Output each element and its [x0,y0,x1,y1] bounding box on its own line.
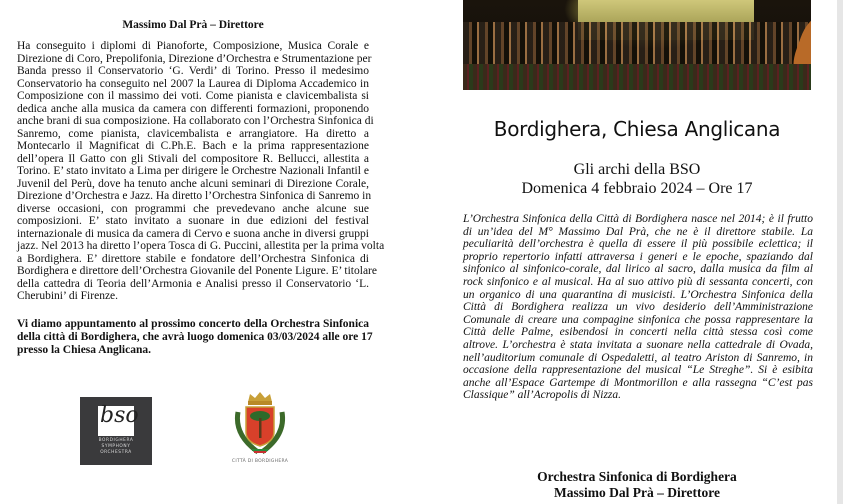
director-bio [17,40,385,303]
bio-line: Torino. E’ stato invitato a Lima per dirigere le Orchestre Nazionali Infantil e [17,165,369,177]
description-line: peculiarità dell’orchestra è quella di essere il più possibile eclettica; il [463,238,813,251]
description-line: altrove. L’orchestra è stata invitata a suonare nella cattedrale di Ovada, [463,338,813,351]
bio-line: Cherubini’ di Firenze. [17,290,119,302]
announcement-line: presso la Chiesa Anglicana. [17,343,151,356]
bio-line: della cattedra di Teoria dell’Armonia e Analisi presso il Conservatorio ‘L. [17,277,369,290]
footer-director: Massimo Dal Prà – Direttore [554,485,720,500]
orchestra-description [463,213,813,402]
scrollbar[interactable] [837,0,843,504]
bio-line: Conservatorio ha conseguito nel 2007 la Laurea di Diploma Accademico in [17,77,369,90]
bio-line: jazz. Nel 2013 ha diretto l’opera Tosca di G. Puccini, allestita per la prima volta [17,240,385,252]
description-line: nell’auditorium comunale di Ospedaletti, al teatro Ariston di Sanremo, in [463,351,813,364]
next-concert-announcement [17,318,373,356]
description-line: Città di Bordighera realizza un vivo desiderio dell’Amministrazione [463,301,813,314]
description-line: Classique” all’Acropolis di Nizza. [463,389,622,402]
orchestra-photo [463,0,811,90]
bso-logo-line: ORCHESTRA [100,450,132,455]
coat-of-arms-icon [228,390,292,458]
description-line: un organico di una quarantina di musicisti. L’Orchestra Sinfonica della [463,288,813,301]
bio-line: Montecarlo il Magnificat di C.Ph.E. Bach e la prima rappresentazione [17,140,369,152]
venue-title: Bordighera, Chiesa Anglicana [493,117,781,141]
description-line: Comunale di creare una compagine sinfonica che possa rappresentare la [463,313,813,326]
bio-line: dedica anche alla musica da camera con differenti formazioni, proponendo [17,102,369,115]
description-line: occasione della rappresentazione del musical “Le Streghe”. Si è esibita [463,364,813,377]
bio-line: composizioni. E’ stato invitato a suonare in due edizioni del festival [17,215,369,227]
bio-line: Direzione di Coro, Prepolifonia, Direzione d’Orchestra e Strumentazione per [17,52,372,65]
bio-line: Direzione d’Orchestra e Jazz. Ha diretto l’Orchestra Sinfonica di Sanremo in [17,190,372,202]
bio-line: Composizione con il massimo dei voti. Come pianista e clavicembalista si [17,90,369,102]
concert-date: Domenica 4 febbraio 2024 – Ore 17 [521,180,753,197]
description-line: L’Orchestra Sinfonica della Città di Bordighera nasce nel 2014; è il frutto [463,213,813,225]
bso-monogram: bso [100,403,139,428]
bio-line: diverse occasioni, con programmi che prevedevano anche alcune sue [17,202,369,215]
bso-logo-line: BORDIGHERA [98,438,134,443]
description-line: sinfonico al sinfonico-corale, dal lirico al sacro, dalla musica da film al [463,263,813,276]
bio-line: Sanremo, come pianista, clavicembalista e arrangiatore. Ha diretto a [17,127,369,140]
bio-line: Bordighera e direttore dell’Orchestra Giovanile del Ponente Ligure. E’ titolare [17,265,377,277]
description-line: proprio repertorio infatti attraversa i generi e le epoche, spaziando dal [463,250,813,263]
bso-logo [80,397,152,465]
bso-logo-text [80,438,152,456]
concert-info [463,160,811,198]
bio-line: Juvenil del Perù, dove ha tenuto anche alcuni seminari di Direzione Corale, [17,177,369,190]
director-heading: Massimo Dal Prà – Direttore [122,19,264,31]
bio-line: internazionale di musica da camera di Cervo e suona anche in diversi gruppi [17,227,369,240]
bio-line: dell’opera Il Gatto con gli Stivali del compositore R. Bellucci, allestita a [17,152,369,165]
bio-line: Banda presso il Conservatorio ‘G. Verdi’ di Torino. Presso il medesimo [17,65,369,77]
footer-orchestra: Orchestra Sinfonica di Bordighera [537,469,737,484]
bio-line: anche brani di sua composizione. Ha collaborato con l’Orchestra Sinfonica di [17,115,374,127]
photo-stage-flowers [463,64,811,90]
bio-line: Ha conseguito i diplomi di Pianoforte, Composizione, Musica Corale e [17,40,369,52]
city-coat-of-arms [228,390,292,466]
announcement-line: Vi diamo appuntamento al prossimo concerto della Orchestra Sinfonica [17,318,369,330]
description-line: anche all’Espace Gartempe di Montmorillon e alla rassegna “C’est pas [463,376,813,389]
announcement-line: della città di Bordighera, che avrà luogo domenica 03/03/2024 alle ore 17 [17,330,373,343]
left-column [17,0,385,504]
concert-subtitle: Gli archi della BSO [573,161,701,178]
bso-logo-line: SYMPHONY [101,444,131,449]
footer-credits [463,469,811,501]
description-line: di un’idea del M° Massimo Dal Prà, che ne è il direttore stabile. La [463,225,813,238]
description-line: rock sinfonico e al musical. Ha al suo attivo più di sessanta concerti, con [463,275,813,288]
description-line: Città delle Palme, esibendosi in concerti nella città stessa così come [463,326,813,339]
city-caption: CITTÀ DI BORDIGHERA [231,459,289,464]
bio-line: a Bordighera. E’ direttore stabile e fondatore dell’Orchestra Sinfonica di [17,252,369,265]
